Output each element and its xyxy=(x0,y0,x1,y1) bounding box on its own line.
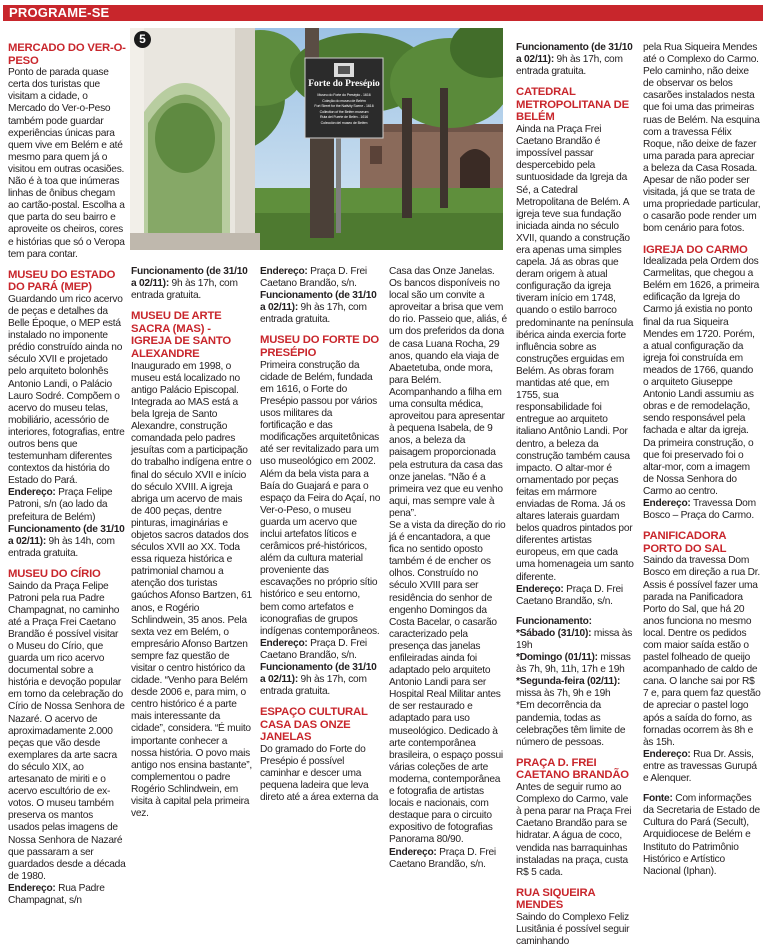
address-value: Praça D. Frei Caetano Brandão, s/n. xyxy=(260,266,367,290)
paragraph: Antes de seguir rumo ao Complexo do Carmo, vale à pena parar na Praça Frei Caetano Brandão para se hidratar. A água de coco, vendida nas barraquinhas instaladas na praça, custa R$ 5 cada. xyxy=(516,782,632,878)
hours-value: 9h às 17h, com entrada gratuita. xyxy=(131,278,238,302)
paragraph: Do gramado do Forte do Presépio é possível caminhar e descer uma pequena ladeira que leva direto até a área externa da xyxy=(260,744,379,804)
address-value: Rua Padre Champagnat, s/n xyxy=(8,882,105,906)
address-line xyxy=(643,498,761,522)
hours-value: 9h às 14h, com entrada gratuita. xyxy=(8,535,115,559)
hours-line xyxy=(260,290,381,326)
section-title: PROGRAME-SE xyxy=(9,5,110,20)
address-label: Endereço: xyxy=(8,487,56,499)
pandemic-note: *Em decorrência da pandemia, todas as celebrações têm limite de número de pessoas. xyxy=(516,700,626,748)
hours-value: 9h às 17h, com entrada gratuita. xyxy=(260,302,367,326)
hours-label: Funcionamento (de 31/10 a 02/11): xyxy=(260,290,377,314)
hours-label: Funcionamento (de 31/10 a 02/11): xyxy=(260,662,377,686)
column-2 xyxy=(131,266,252,820)
address-line xyxy=(8,883,126,907)
paragraph: Guardando um rico acervo de peças e detalhes da Belle Époque, o MEP está instalado no imponente prédio construído ainda no século XVII e projetado pelo arquiteto bolonhês Antonio Landi, o Palácio Lauro Sodré. Compõem o acervo do museu telas, mobiliário, acessório de interiores, fotografias, entre outros bens que testemunham diferentes contextos da história do Estado do Pará. xyxy=(8,293,125,487)
source-note xyxy=(643,793,761,878)
address-label: Endereço: xyxy=(643,748,691,760)
heading-onze-janelas: ESPAÇO CULTURAL CASA DAS ONZE JANELAS xyxy=(260,706,368,744)
hours-line xyxy=(8,524,126,560)
sign-lines xyxy=(306,93,382,127)
address-label: Endereço: xyxy=(516,583,564,595)
source-value: Com informações da Secretaria de Estado de Cultura do Pará (Secult), Arquidiocese de Belém e Instituto do Patrimônio Histórico e Artístico Nacional (Iphan). xyxy=(643,793,760,877)
address-label: Endereço: xyxy=(8,882,56,894)
heading-ver-o-peso: MERCADO DO VER-O-PESO xyxy=(8,42,126,67)
address-line xyxy=(8,487,126,523)
address-line xyxy=(516,584,634,608)
schedule-value: missa às 7h, 9h e 19h xyxy=(516,688,611,700)
schedule-label: *Domingo (01/11): xyxy=(516,652,598,664)
heading-arte-sacra: MUSEU DE ARTE SACRA (MAS) - IGREJA DE SANTO ALEXANDRE xyxy=(131,310,231,361)
hours-label: Funcionamento (de 31/10 a 02/11): xyxy=(8,523,125,547)
section-header xyxy=(0,0,766,26)
schedule-label: *Sábado (31/10): xyxy=(516,627,592,639)
heading-museu-cirio: MUSEU DO CÍRIO xyxy=(8,567,101,580)
schedule-value: missas às 7h, 9h, 11h, 17h e 19h xyxy=(516,652,631,676)
hours-label: Funcionamento (de 31/10 a 02/11): xyxy=(516,42,633,66)
heading-rua-siqueira: RUA SIQUEIRA MENDES xyxy=(516,886,595,912)
column-4 xyxy=(389,266,507,871)
paragraph: Inaugurado em 1998, o museu está localizado no antigo Palácio Episcopal. Integrada ao MAS está a bela Igreja de Santo Alexandre, construção comandada pelo padres jesuítas com a participação do trabalho indígena entre o final do século XVII e início do século XVIII. A igreja abriga um acervo de mais de 400 peças, dentre pinturas, imaginárias e objetos sacros datados dos séculos XVII ao XX. Toda essa riqueza histórica e patrimonial chamou a atenção dos turistas gaúchos Afonso Bartzen, 61 anos, e Rogério Schlindwein, 35 anos. Pela sexta vez em Belém, o empresário Afonso Bartzen sempre faz questão de visitar o centro histórico da cidade. “Venho para Belém desde 2006 e, para mim, o centro histórico é a parte mais interessante da cidade”, considera. “É muito importante conhecer a nossa história. O povo mais antigo nos ensina bastante”, complementou o padre Rogério Schlindwein, em visita à capital pela primeira vez. xyxy=(131,360,253,820)
schedule-line xyxy=(516,676,634,700)
paragraph: Saindo da travessa Dom Bosco em direção a rua Dr. Assis é possível fazer uma parada na Panificadora Porto do Sal, que há 20 anos funciona no mesmo local. Dentre os pedidos com maior saída estão o pastel folheado de queijo acompanhado de caldo de cana. O lanche sai por R$ 7 e, para quem faz questão de apreciar o pastel logo após a saída do forno, as fornadas ocorrem às 8h e às 15h. xyxy=(643,555,761,748)
sign-line: Collection of the Belém museum xyxy=(319,109,369,114)
address-line xyxy=(389,847,507,871)
address-label: Endereço: xyxy=(643,497,691,509)
hours-value: 9h às 17h, com entrada gratuita. xyxy=(260,674,367,698)
paragraph: Saindo da Praça Felipe Patroni pela rua Padre Champagnat, no caminho até a Praça Frei Caetano Brandão é possível visitar o Museu do Círio, que guarda um rico acervo documental sobre a história e devoção popular em torno da celebração do Círio de Nossa Senhora de Nazaré. O acervo de aproximadamente 2.000 peças que vão desde exemplares da arte sacra do século XIX, ao artesanato de miriti e o acervo escultório de ex-votos. O museu também preserva os mantos usados pelas imagens de Nossa Senhora de Nazaré que passaram a ser guardados desde a década de 1980. xyxy=(8,580,126,882)
heading-catedral: CATEDRAL METROPOLITANA DE BELÉM xyxy=(516,86,629,124)
photo-forte-presepio xyxy=(130,28,503,250)
hours-line xyxy=(131,266,252,302)
paragraph: Ponto de parada quase certa dos turistas que visitam a cidade, o Mercado do Ver-o-Peso também pode guardar experiências únicas para quem vive em Belém e até mesmo para quem já o visitou em outras ocasiões. Não é à toa que inúmeras linhas de ônibus chegam ao cartão-postal. Escolha a que parta do seu bairro e aproveite os cheiros, cores e histórias que só o Veropa tem para contar. xyxy=(8,67,125,260)
heading-mep: MUSEU DO ESTADO DO PARÁ (MEP) xyxy=(8,268,116,294)
column-6 xyxy=(643,42,761,878)
schedule-line xyxy=(516,652,634,676)
header-bar xyxy=(3,5,763,21)
schedule-label: *Segunda-feira (02/11): xyxy=(516,676,621,688)
sign-line: Fort Street for the Nativity Scene - 1616 xyxy=(314,104,374,109)
sign-line: Museu do Forte do Presépio - 1616 xyxy=(317,93,371,97)
column-1 xyxy=(8,42,126,907)
heading-panificadora: PANIFICADORA PORTO DO SAL xyxy=(643,530,727,555)
address-value: Praça D. Frei Caetano Brandão, s/n. xyxy=(389,846,496,870)
hours-line xyxy=(260,662,381,698)
address-value: Praça D. Frei Caetano Brandão, s/n. xyxy=(516,583,623,607)
paragraph: Saindo do Complexo Feliz Lusitânia é possível seguir caminhando xyxy=(516,911,630,948)
hours-value: 9h às 17h, com entrada gratuita. xyxy=(516,54,623,78)
address-line xyxy=(643,749,761,785)
sign-line: Coleção do museu de Belém xyxy=(322,98,366,103)
heading-praca-frei-caetano: PRAÇA D. FREI CAETANO BRANDÃO xyxy=(516,756,629,782)
address-label: Endereço: xyxy=(260,266,308,277)
address-label: Endereço: xyxy=(260,637,308,649)
sign-line: Ruta del Fuerte de Belén - 1616 xyxy=(319,115,369,120)
hours-title: Funcionamento: xyxy=(516,615,592,627)
address-value: Praça Felipe Patroni, s/n (ao lado da prefeitura de Belém) xyxy=(8,487,113,523)
heading-igreja-carmo: IGREJA DO CARMO xyxy=(643,243,748,256)
paragraph: Se a vista da direção do rio já é encantadora, a que fica no sentido oposto também é de encher os olhos. Construído no século XVIII para ser residência do senhor de engenho Domingos da Costa Bacelar, o casarão caracterizado pela presença das janelas enfileiradas ainda foi adaptado pelo arquiteto Antonio Landi para ser Hospital Real Militar antes de ser restaurado e adaptado para uso museológico. Dedicado à arte contemporânea brasileira, o espaço possui várias coleções de arte moderna, contemporânea e fotografia de artistas locais e nacionais, com destaque para o circuito expositivo de fotografias Panorama 80/90. xyxy=(389,519,506,846)
sign-line: Colección del museo de Belém xyxy=(320,120,368,125)
address-line xyxy=(260,266,381,290)
address-value: Praça D. Frei Caetano Brandão, s/n. xyxy=(260,637,367,661)
photo-number-badge: 5 xyxy=(134,31,151,48)
photo-illustration xyxy=(130,28,503,250)
column-5 xyxy=(516,42,634,948)
hours-label: Funcionamento (de 31/10 a 02/11): xyxy=(131,266,248,290)
paragraph: Idealizada pela Ordem dos Carmelitas, que chegou a Belém em 1626, a primeira edificação da Igreja do Carmo já existia no ponto final da rua Siqueira Mendes em 1720. Porém, a atual configuração da igreja foi construída em meados de 1766, quando o arquiteto Giuseppe Antonio Landi assumiu as obras e de remodelação, sendo responsável pela fachada e altar da igreja. Da primeira construção, o que foi preservado foi o altar-mor, com a imagem de Nossa Senhora do Carmo ao centro. xyxy=(643,256,760,497)
address-value: Travessa Dom Bosco – Praça do Carmo. xyxy=(643,497,756,522)
paragraph: Primeira construção da cidade de Belém, fundada em 1616, o Forte do Presépio passou por vários usos militares da fortificação e das modificações arquitetônicas até ser revitalizado para um uso museológico em 2002. Além da bela vista para a Baía do Guajará e para o espaço da Feira do Açaí, no Ver-o-Peso, o museu guarda um acervo que inclui artefatos líticos e cerâmicos pré-históricos, além da cultura material proveniente das escavações no próprio sítio histórico e seu entorno, bem como artefatos e iconografias de grupos indígenas contemporâneos. xyxy=(260,359,381,637)
sign-board xyxy=(306,79,382,127)
paragraph: pela Rua Siqueira Mendes até o Complexo do Carmo. Pelo caminho, não deixe de observar os belos casarões instalados nesta que foi uma das primeiras ruas de Belém. Na esquina com a travessa Félix Roque, não deixe de fazer uma parada para apreciar a beleza da Casa Rosada. Apesar de não poder ser visitada, já que se trata de uma propriedade particular, o casarão pode render um bom cenário para fotos. xyxy=(643,42,761,235)
hours-line xyxy=(516,42,634,78)
address-value: Rua Dr. Assis, entre as travessas Gurupá e Alenquer. xyxy=(643,748,757,785)
paragraph: Ainda na Praça Frei Caetano Brandão é impossível passar despercebido pela suntuosidade da Igreja da Sé, a Catedral Metropolitana de Belém. A igreja teve sua fundação iniciada ainda no século XVII, quando a construção era apenas uma simples capela. Já as obras que deram origem à atual configuração da igreja tiveram início em 1748, quando o estilo barroco predominante na península ibérica ainda exercia forte influência sobre as construções erguidas em Belém. As obras foram mantidas até que, em 1755, sua responsabilidade foi entregue ao arquiteto italiano Antônio Landi. Por dentro, a beleza da construção também causa impacto. O altar-mor é ornamentado por peças feitas em mármore enviadas de Roma. Já os altares laterais guardam belos quadros pintados por diferentes artistas europeus, em que cada uma homenageia um santo diferente. xyxy=(516,124,634,583)
sign-title: Forte do Presépio xyxy=(308,79,380,89)
heading-forte-presepio: MUSEU DO FORTE DO PRESÉPIO xyxy=(260,334,379,360)
source-label: Fonte: xyxy=(643,793,673,805)
schedule-line xyxy=(516,628,634,652)
address-label: Endereço: xyxy=(389,846,437,858)
column-3 xyxy=(260,266,381,805)
schedule-value: missa às 19h xyxy=(516,627,633,651)
address-line xyxy=(260,638,381,662)
paragraph: Casa das Onze Janelas. Os bancos disponíveis no local são um convite a aproveitar a brisa que vem do rio. Passeio que, aliás, é um dos preferidos da dona de casa Luana Rocha, 29 anos, quando ela viaja de Abaetetuba, onde mora, para Belém. Acompanhando a filha em uma consulta médica, aproveitou para apresentar à pequena Isabela, de 9 anos, a beleza da paisagem proporcionada pela estrutura da casa das onze janelas. “Não é a primeira vez que eu venho aqui, mas sempre vale à pena”. xyxy=(389,266,507,519)
